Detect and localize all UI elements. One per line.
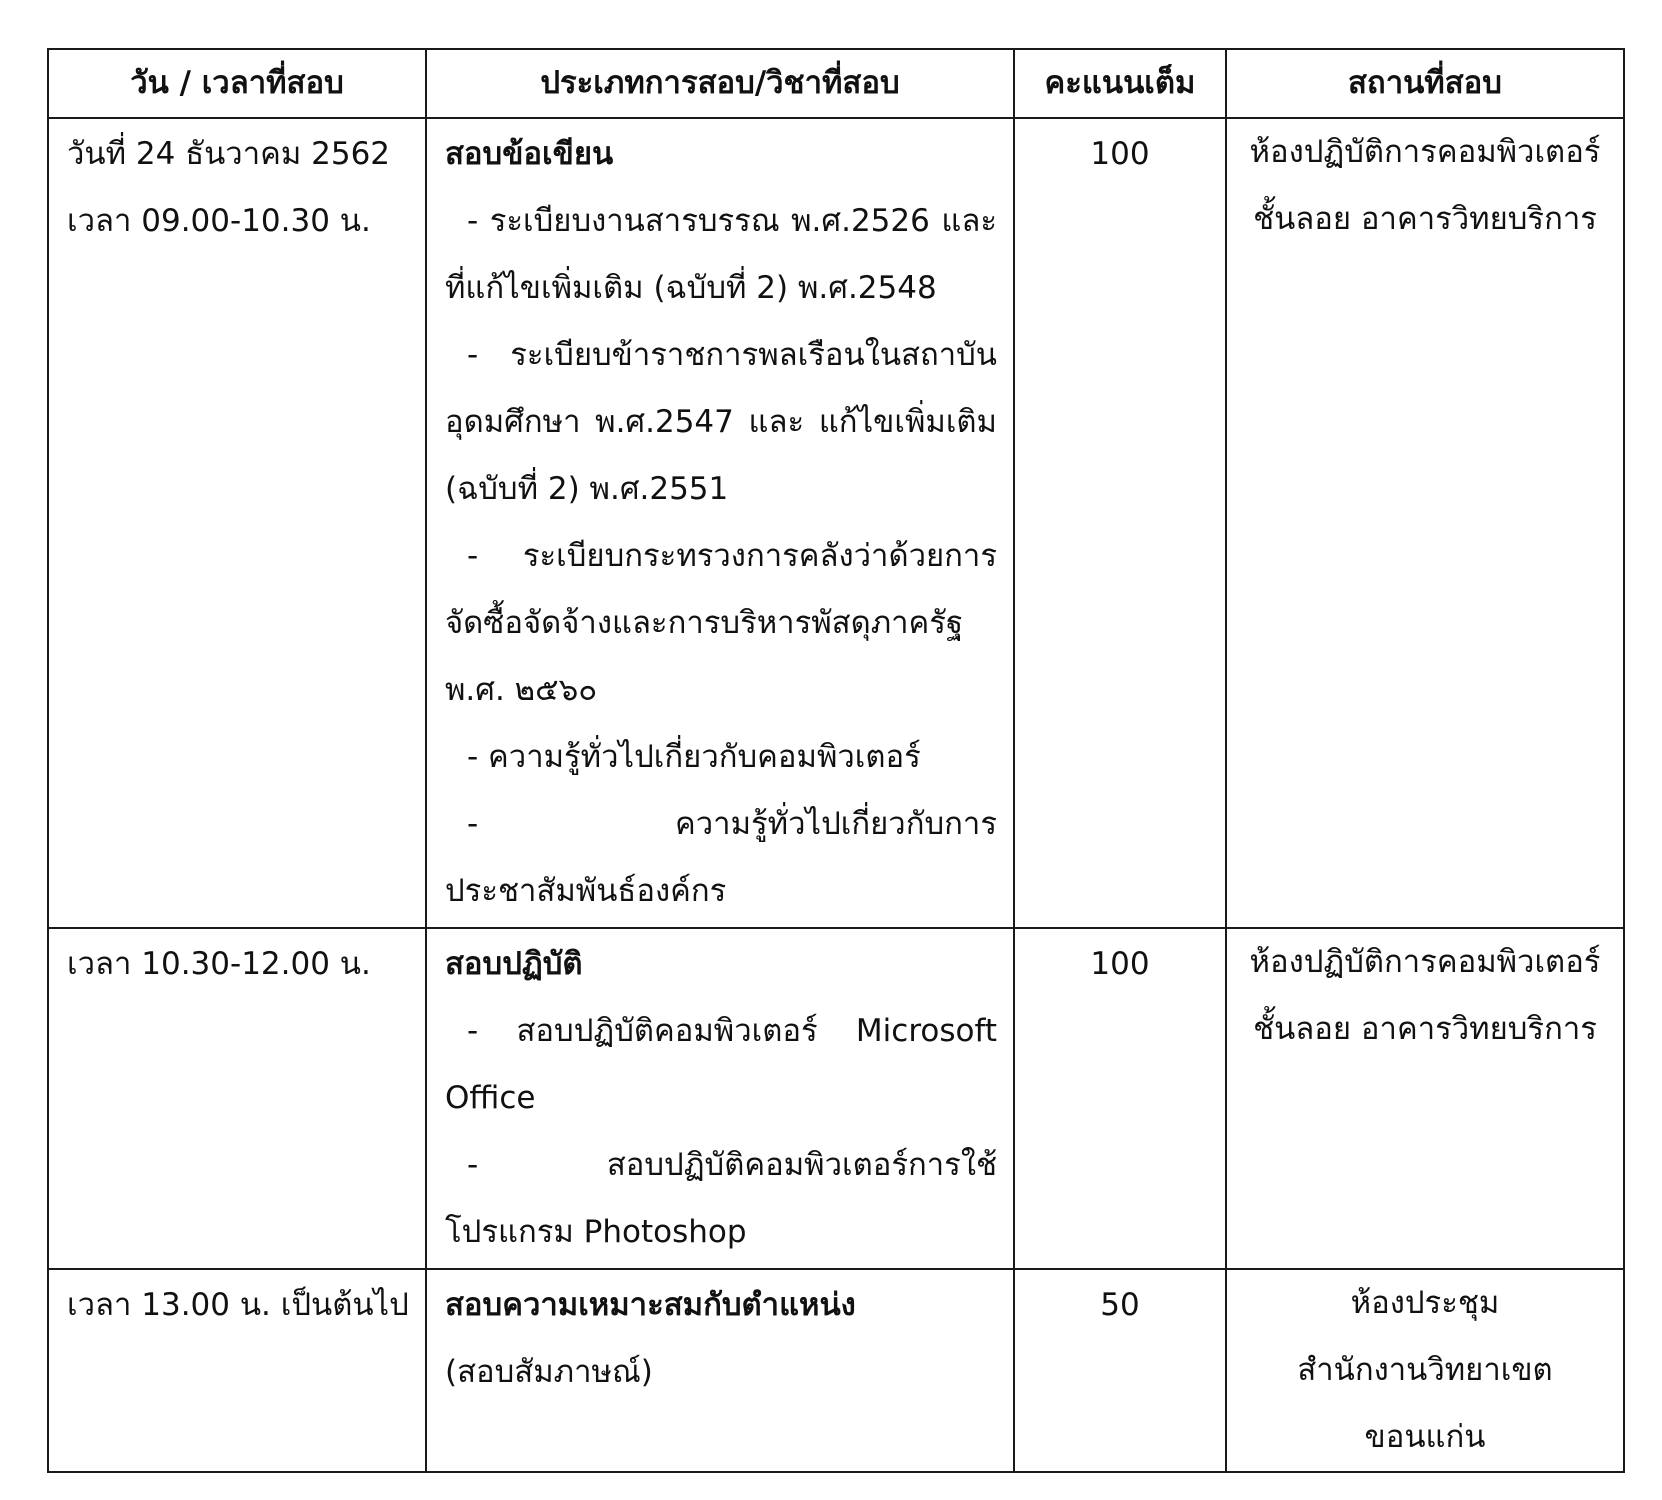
subject-item: - สอบปฏิบัติคอมพิวเตอร์การใช้โปรแกรม Photoshop bbox=[445, 1147, 997, 1250]
subject-item: - ความรู้ทั่วไปเกี่ยวกับการประชาสัมพันธ์องค์กร bbox=[445, 806, 997, 909]
date-time-cell bbox=[48, 1269, 426, 1472]
location-cell bbox=[1226, 1269, 1624, 1472]
exam-type-cell bbox=[426, 118, 1014, 928]
exam-time: เวลา 09.00-10.30 น. bbox=[67, 203, 371, 239]
full-score-cell: 100 bbox=[1014, 118, 1226, 928]
header-location: สถานที่สอบ bbox=[1226, 49, 1624, 118]
exam-type-cell bbox=[426, 1269, 1014, 1472]
exam-type-title: สอบปฏิบัติ bbox=[445, 946, 583, 982]
exam-date: วันที่ 24 ธันวาคม 2562 bbox=[67, 136, 391, 172]
exam-time: เวลา 13.00 น. เป็นต้นไป bbox=[67, 1287, 409, 1323]
subject-item: - ระเบียบงานสารบรรณ พ.ศ.2526 และที่แก้ไขเพิ่มเติม (ฉบับที่ 2) พ.ศ.2548 bbox=[445, 203, 997, 306]
exam-type-subtitle: (สอบสัมภาษณ์) bbox=[445, 1354, 653, 1390]
exam-schedule-table bbox=[47, 48, 1625, 1473]
header-full-score: คะแนนเต็ม bbox=[1014, 49, 1226, 118]
subject-item: - สอบปฏิบัติคอมพิวเตอร์ Microsoft Office bbox=[445, 1013, 997, 1116]
location-line: ขอนแก่น bbox=[1364, 1419, 1486, 1455]
exam-type-title: สอบข้อเขียน bbox=[445, 136, 614, 172]
full-score-cell: 50 bbox=[1014, 1269, 1226, 1472]
full-score-cell: 100 bbox=[1014, 928, 1226, 1269]
location-line: ห้องประชุม bbox=[1350, 1285, 1500, 1321]
table-header-row bbox=[48, 49, 1624, 118]
location-cell bbox=[1226, 928, 1624, 1269]
header-date-time: วัน / เวลาที่สอบ bbox=[48, 49, 426, 118]
date-time-cell bbox=[48, 928, 426, 1269]
location-cell bbox=[1226, 118, 1624, 928]
location-line: ชั้นลอย อาคารวิทยบริการ bbox=[1253, 1011, 1597, 1047]
exam-time: เวลา 10.30-12.00 น. bbox=[67, 946, 371, 982]
table-row bbox=[48, 1269, 1624, 1472]
date-time-cell bbox=[48, 118, 426, 928]
location-line: ห้องปฏิบัติการคอมพิวเตอร์ bbox=[1249, 134, 1601, 170]
subject-item: - ระเบียบข้าราชการพลเรือนในสถาบันอุดมศึกษา พ.ศ.2547 และ แก้ไขเพิ่มเติม (ฉบับที่ 2) พ.ศ.2551 bbox=[445, 337, 997, 507]
subject-item: - ระเบียบกระทรวงการคลังว่าด้วยการจัดซื้อจัดจ้างและการบริหารพัสดุภาครัฐ พ.ศ. ๒๕๖๐ bbox=[445, 538, 997, 708]
table-row bbox=[48, 928, 1624, 1269]
location-line: ห้องปฏิบัติการคอมพิวเตอร์ bbox=[1249, 944, 1601, 980]
location-line: สำนักงานวิทยาเขต bbox=[1297, 1352, 1553, 1388]
exam-type-cell bbox=[426, 928, 1014, 1269]
location-line: ชั้นลอย อาคารวิทยบริการ bbox=[1253, 201, 1597, 237]
table-row bbox=[48, 118, 1624, 928]
header-exam-type: ประเภทการสอบ/วิชาที่สอบ bbox=[426, 49, 1014, 118]
subject-item: - ความรู้ทั่วไปเกี่ยวกับคอมพิวเตอร์ bbox=[467, 739, 921, 775]
exam-type-title: สอบความเหมาะสมกับตำแหน่ง bbox=[445, 1287, 856, 1323]
